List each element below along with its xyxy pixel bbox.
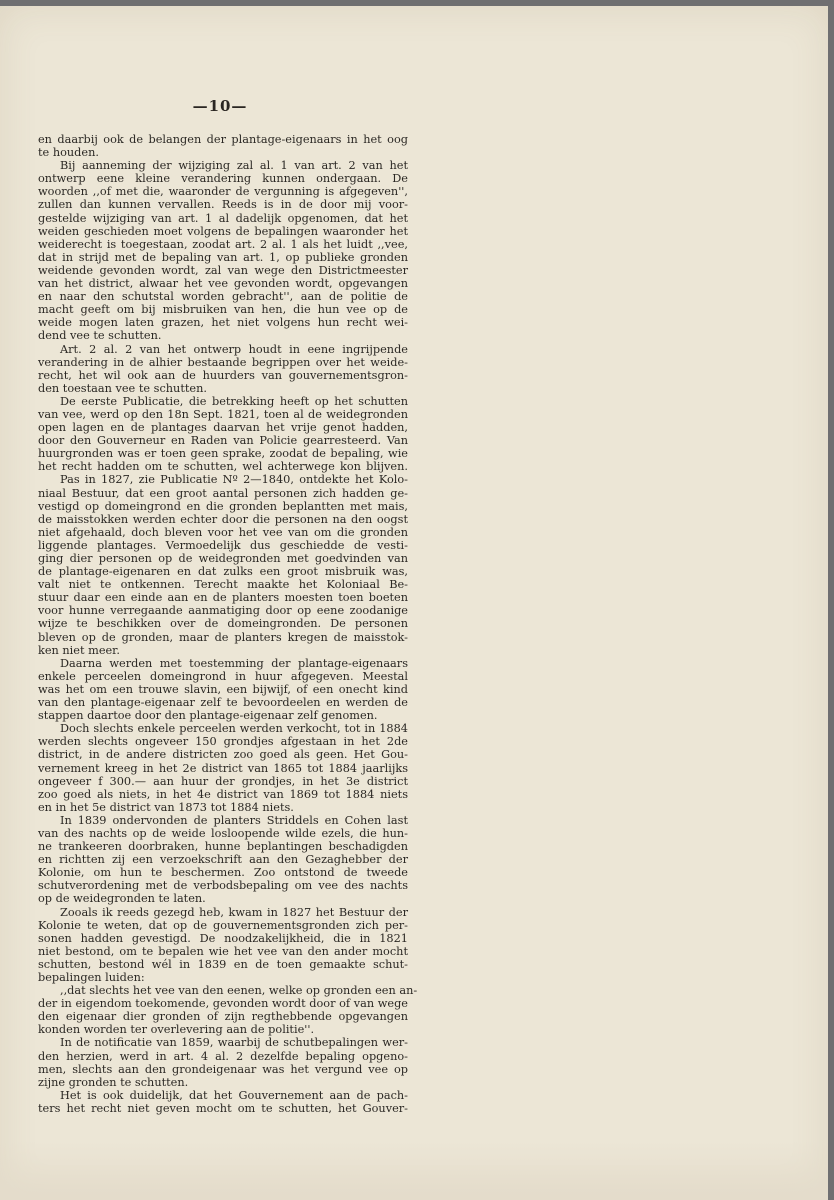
text-line: Bij aanneming der wijziging zal al. 1 van art. 2 van het — [60, 159, 408, 173]
text-line: ontwerp eene kleine verandering kunnen ondergaan. De — [38, 172, 408, 186]
text-line: den herzien, werd in art. 4 al. 2 dezelfde bepaling opgeno- — [38, 1049, 408, 1063]
text-line: vernement kreeg in het 2e district van 1865 tot 1884 jaarlijks — [38, 761, 408, 775]
text-line: en daarbij ook de belangen der plantage-eigenaars in het oog — [38, 133, 408, 146]
text-line: door den Gouverneur en Raden van Policie gearresteerd. Van — [38, 434, 408, 448]
text-line: de plantage-eigenaren en dat zulks een groot misbruik was, — [38, 565, 408, 579]
text-line: het recht hadden om te schutten, wel achterwege kon blijven. — [38, 460, 408, 474]
text-line: open lagen en de plantages daarvan het vrije genot hadden, — [38, 421, 408, 435]
text-line: wijze te beschikken over de domeingronden. De personen — [38, 617, 408, 631]
text-line: de maisstokken werden echter door die personen na den oogst — [38, 512, 408, 526]
text-line: en naar den schutstal worden gebracht'', aan de politie de — [38, 290, 408, 304]
text-line: van het district, alwaar het vee gevonden wordt, opgevangen — [38, 277, 408, 291]
text-line: recht, het wil ook aan de huurders van gouvernementsgron- — [38, 368, 408, 382]
document-page — [0, 6, 828, 1200]
text-line: ,,dat slechts het vee van den eenen, welke op gronden een an- — [60, 984, 418, 998]
text-line: Kolonie, om hun te beschermen. Zoo ontstond de tweede — [38, 866, 408, 880]
text-line: valt niet te ontkennen. Terecht maakte het Koloniaal Be- — [38, 578, 408, 592]
text-line: te houden. — [38, 146, 99, 160]
text-line: niaal Bestuur, dat een groot aantal personen zich hadden ge- — [38, 486, 408, 500]
text-line: ging dier personen op de weidegronden met goedvinden van — [38, 552, 408, 565]
text-line: men, slechts aan den grondeigenaar was het vergund vee op — [38, 1062, 408, 1076]
text-line: gestelde wijziging van art. 1 al dadelijk opgenomen, dat het — [38, 211, 408, 225]
text-line: schutten, bestond wél in 1839 en de toen gemaakte schut- — [38, 957, 408, 971]
text-line: bepalingen luiden: — [38, 971, 145, 984]
text-line: ters het recht niet geven mocht om te schutten, het Gouver- — [38, 1101, 408, 1115]
text-line: In 1839 ondervonden de planters Striddels en Cohen last — [60, 813, 408, 827]
text-line: district, in de andere districten zoo goed als geen. Het Gou- — [38, 748, 408, 762]
text-line: Art. 2 al. 2 van het ontwerp houdt in eene ingrijpende — [60, 342, 408, 356]
text-line: weiden geschieden moet volgens de bepalingen waaronder het — [38, 224, 408, 238]
text-line: op de weidegronden te laten. — [38, 892, 206, 906]
text-line: Zooals ik reeds gezegd heb, kwam in 1827 het Bestuur der — [60, 905, 408, 919]
text-line: werden slechts ongeveer 150 grondjes afgestaan in het 2de — [38, 735, 408, 749]
text-line: schutverordening met de verbodsbepaling om vee des nachts — [38, 879, 408, 893]
text-line: van den plantage-eigenaar zelf te bevoordeelen en werden de — [38, 696, 408, 710]
text-line: den toestaan vee te schutten. — [38, 381, 207, 395]
text-line: voor hunne verregaande aanmatiging door op eene zoodanige — [38, 604, 408, 618]
text-line: dat in strijd met de bepaling van art. 1, op publieke gronden — [38, 250, 408, 264]
text-line: ongeveer f 300.— aan huur der grondjes, in het 3e district — [38, 774, 408, 788]
text-line: verandering in de alhier bestaande begrippen over het weide- — [38, 355, 408, 369]
text-line: Kolonie te weten, dat op de gouvernementsgronden zich per- — [38, 918, 408, 932]
text-line: niet bestond, om te bepalen wie het vee van den ander mocht — [38, 944, 408, 958]
text-line: macht geeft om bij misbruiken van hen, die hun vee op de — [38, 303, 408, 317]
text-line: Het is ook duidelijk, dat het Gouvernement aan de pach- — [60, 1088, 408, 1102]
text-line: weiderecht is toegestaan, zoodat art. 2 al. 1 als het luidt ,,vee, — [38, 237, 408, 251]
text-line: huurgronden was er toen geen sprake, zoodat de bepaling, wie — [38, 447, 408, 461]
text-line: vestigd op domeingrond en die gronden beplantten met mais, — [38, 499, 408, 513]
text-line: zoo goed als niets, in het 4e district van 1869 tot 1884 niets — [38, 787, 408, 801]
text-line: De eerste Publicatie, die betrekking heeft op het schutten — [60, 394, 408, 408]
text-line: weide mogen laten grazen, het niet volgens hun recht wei- — [38, 316, 408, 330]
text-line: enkele perceelen domeingrond in huur afgegeven. Meestal — [38, 669, 408, 683]
text-line: ken niet meer. — [38, 643, 120, 657]
text-line: bleven op de gronden, maar de planters kregen de maisstok- — [38, 630, 408, 644]
text-line: weidende gevonden wordt, zal van wege den Districtmeester — [38, 263, 408, 277]
text-line: niet afgehaald, doch bleven voor het vee van om die gronden — [38, 525, 408, 539]
body-text — [38, 133, 418, 1115]
text-line: ne trankeeren doorbraken, hunne beplantingen beschadigden — [38, 840, 408, 854]
text-line: stappen daartoe door den plantage-eigenaar zelf genomen. — [38, 709, 378, 723]
text-line: Daarna werden met toestemming der plantage-eigenaars — [60, 656, 408, 670]
text-line: Pas in 1827, zie Publicatie Nº 2—1840, ontdekte het Kolo- — [60, 473, 408, 487]
text-line: dend vee te schutten. — [38, 329, 162, 343]
text-line: den eigenaar dier gronden of zijn regthebbende opgevangen — [38, 1010, 408, 1024]
text-line: der in eigendom toekomende, gevonden wordt door of van wege — [38, 997, 408, 1011]
text-line: van vee, werd op den 18n Sept. 1821, toen al de weidegronden — [38, 407, 408, 421]
text-line: zijne gronden te schutten. — [38, 1075, 189, 1089]
text-line: en richtten zij een verzoekschrift aan den Gezaghebber der — [38, 853, 408, 867]
text-line: Doch slechts enkele perceelen werden verkocht, tot in 1884 — [60, 722, 408, 736]
text-line: konden worden ter overlevering aan de politie''. — [38, 1023, 315, 1037]
text-line: sonen hadden gevestigd. De noodzakelijkheid, die in 1821 — [38, 931, 408, 945]
text-line: liggende plantages. Vermoedelijk dus geschiedde de vesti- — [38, 538, 408, 552]
text-line: was het om een trouwe slavin, een bijwijf, of een onecht kind — [38, 682, 408, 696]
text-line: zullen dan kunnen vervallen. Reeds is in de door mij voor- — [38, 198, 408, 212]
text-line: van des nachts op de weide losloopende wilde ezels, die hun- — [38, 826, 408, 840]
text-line: en in het 5e district van 1873 tot 1884 niets. — [38, 800, 294, 814]
page-number: —10— — [192, 97, 248, 115]
text-line: In de notificatie van 1859, waarbij de schutbepalingen wer- — [60, 1036, 408, 1050]
text-line: woorden ,,of met die, waaronder de vergunning is afgegeven'', — [38, 185, 408, 199]
text-line: stuur daar een einde aan en de planters moesten toen boeten — [38, 591, 408, 605]
